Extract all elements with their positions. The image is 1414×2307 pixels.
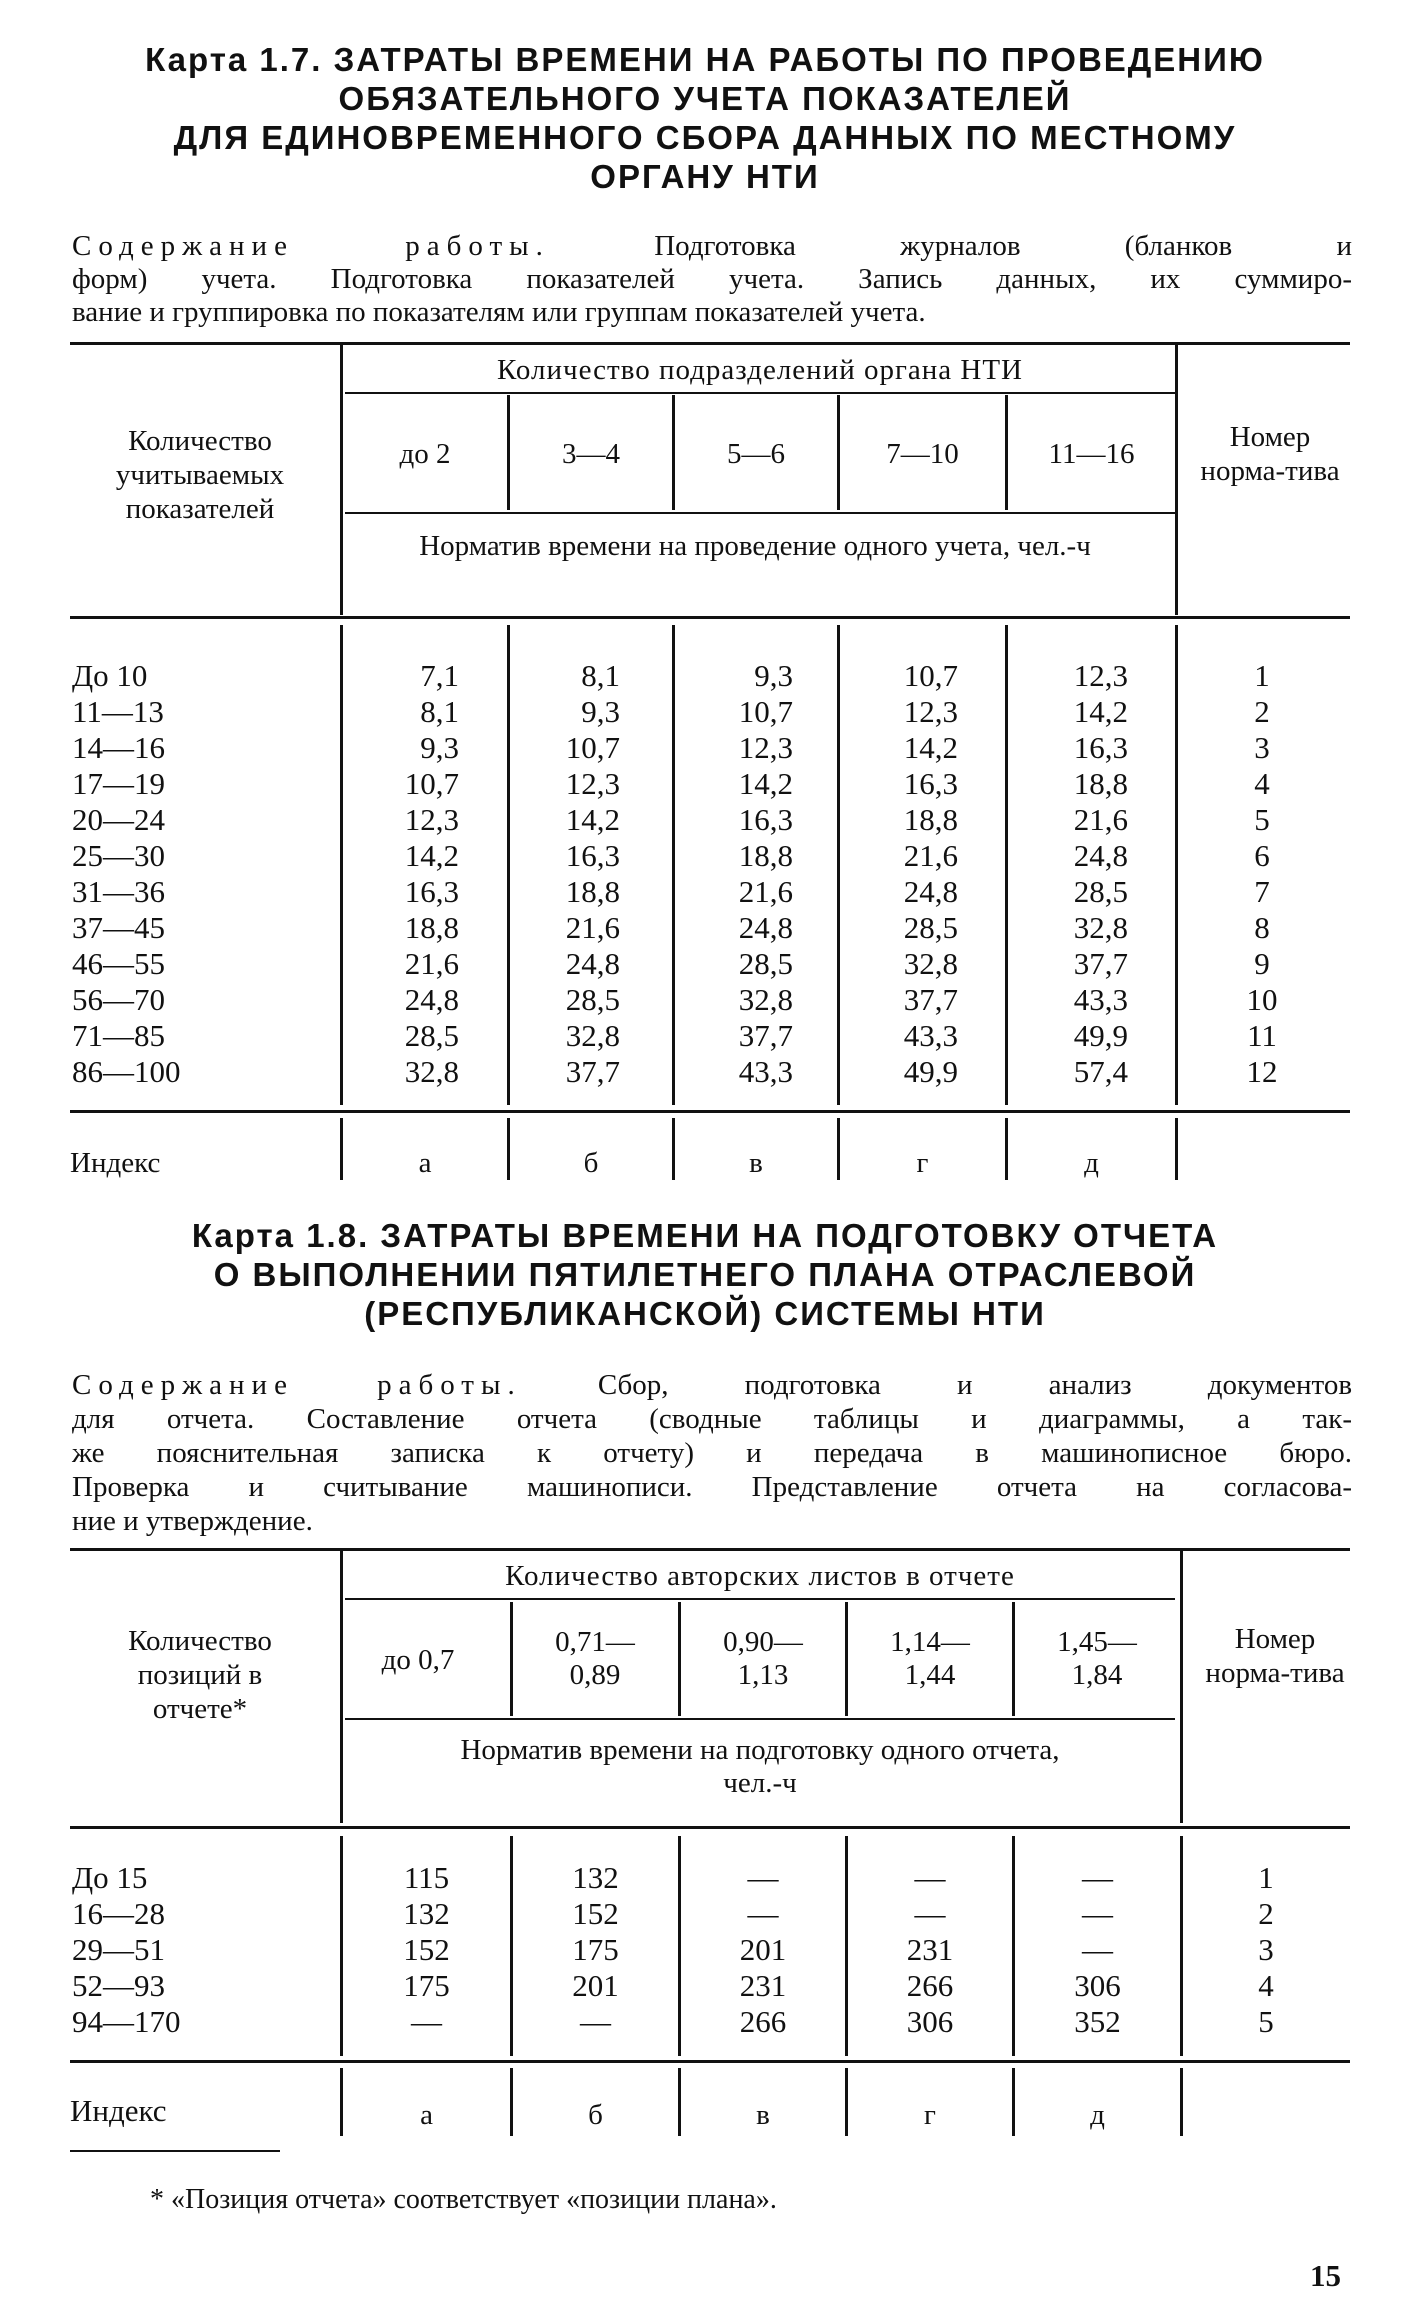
card2-table-cell: — xyxy=(747,1860,779,1895)
card1-norm-number: 5 xyxy=(1254,802,1270,837)
card1-table-cell: 21,6 xyxy=(1073,802,1128,837)
card1-row-label: До 10 xyxy=(72,658,148,693)
card1-table-cell: 49,9 xyxy=(903,1054,958,1089)
card2-table-cell: — xyxy=(411,2004,442,2039)
card2-col-header: до 0,7 xyxy=(381,1644,455,1676)
card1-table-cell: 16,3 xyxy=(565,838,620,873)
card1-table-cell: 32,8 xyxy=(1073,910,1128,945)
card1-table-cell: 7,1 xyxy=(420,658,459,693)
card1-table-cell: 28,5 xyxy=(565,982,620,1017)
card1-index-value: г xyxy=(916,1147,929,1179)
card2-content-line: для отчета. Составление отчета (сводные таблицы и диаграммы, а так- xyxy=(72,1403,1352,1435)
card1-table-cell: 12,3 xyxy=(404,802,459,837)
card1-content-line: форм) учета. Подготовка показателей учета. Запись данных, их суммиро- xyxy=(72,263,1352,295)
card1-row-label: 37—45 xyxy=(72,910,165,945)
card1-table-cell: 24,8 xyxy=(404,982,459,1017)
card2-subheader: Норматив времени на подготовку одного отчета, чел.-ч xyxy=(460,1734,1060,1799)
card2-title xyxy=(60,1216,1350,1333)
card1-table-cell: 18,8 xyxy=(565,874,620,909)
card1-table-cell: 14,2 xyxy=(565,802,620,837)
card2-table-cell: 266 xyxy=(906,1968,954,2003)
card1-col-header: 7—10 xyxy=(886,438,959,470)
card1-table-cell: 18,8 xyxy=(1073,766,1128,801)
card1-table-cell: 10,7 xyxy=(404,766,459,801)
card1-right-header: Номер норма-тива xyxy=(1200,421,1340,487)
card1-norm-number: 9 xyxy=(1254,946,1270,981)
card1-table-cell: 24,8 xyxy=(565,946,620,981)
card1-index-value: б xyxy=(583,1147,599,1179)
card2-table-cell: — xyxy=(580,2004,611,2039)
card1-title-line: ДЛЯ ЕДИНОВРЕМЕННОГО СБОРА ДАННЫХ ПО МЕСТНОМУ xyxy=(173,119,1237,156)
card2-norm-number: 1 xyxy=(1258,1860,1274,1895)
card1-content-line: вание и группировка по показателям или группам показателей учета. xyxy=(72,296,926,328)
card1-row-label: 17—19 xyxy=(72,766,165,801)
card1-norm-number: 6 xyxy=(1254,838,1270,873)
card1-norm-number: 12 xyxy=(1246,1054,1278,1089)
card2-table-cell: 152 xyxy=(403,1932,450,1967)
card1-table-cell: 28,5 xyxy=(1073,874,1128,909)
card2-table-cell: 132 xyxy=(572,1860,619,1895)
card2-title-line: Карта 1.8. ЗАТРАТЫ ВРЕМЕНИ НА ПОДГОТОВКУ ОТЧЕТА xyxy=(191,1217,1219,1254)
card2-table-cell: 231 xyxy=(739,1968,787,2003)
card1-table-cell: 32,8 xyxy=(903,946,958,981)
card1-table-cell: 24,8 xyxy=(1073,838,1128,873)
card1-content-label: Содержание работы. xyxy=(72,230,550,262)
card1-content-line: Содержание работы. Подготовка журналов (бланков и xyxy=(72,230,1352,262)
card2-table-cell: 201 xyxy=(739,1932,787,1967)
card1-table-cell: 24,8 xyxy=(738,910,793,945)
card1-norm-number: 10 xyxy=(1246,982,1278,1017)
card1-table-cell: 49,9 xyxy=(1073,1018,1128,1053)
card1-norm-number: 11 xyxy=(1247,1018,1277,1053)
card2-index-value: в xyxy=(756,2099,770,2131)
card1-table-cell: 21,6 xyxy=(404,946,459,981)
card2-table-cell: 175 xyxy=(572,1932,619,1967)
card2-right-header: Номер норма-тива xyxy=(1205,1623,1345,1689)
card1-left-header: Количество учитываемых показателей xyxy=(115,425,285,525)
card1-table-cell: 9,3 xyxy=(420,730,459,765)
card2-index-value: б xyxy=(588,2099,603,2131)
card2-left-header: Количество позиций в отчете* xyxy=(128,1625,272,1725)
card1-table-cell: 28,5 xyxy=(738,946,793,981)
card1-table-cell: 16,3 xyxy=(903,766,958,801)
page-number: 15 xyxy=(1310,2258,1341,2293)
card2-table-cell: 175 xyxy=(403,1968,450,2003)
card2-index-value: г xyxy=(924,2099,936,2131)
card1-table-cell: 9,3 xyxy=(581,694,620,729)
card2-content-line: ние и утверждение. xyxy=(72,1505,313,1537)
card1-table-cell: 18,8 xyxy=(738,838,793,873)
card1-table-cell: 14,2 xyxy=(404,838,459,873)
card2-table-cell: — xyxy=(914,1896,946,1931)
card1-norm-number: 7 xyxy=(1254,874,1270,909)
card2-table-cell: — xyxy=(1082,1860,1113,1895)
card1-row-label: 14—16 xyxy=(72,730,165,765)
card1-col-header: 3—4 xyxy=(562,438,620,470)
card1-row-label: 71—85 xyxy=(72,1018,165,1053)
card2-row-label: 29—51 xyxy=(72,1932,165,1967)
card1-table-cell: 8,1 xyxy=(581,658,620,693)
card1-subheader: Норматив времени на проведение одного учета, чел.-ч xyxy=(419,530,1091,562)
card2-content-line: Содержание работы. Сбор, подготовка и анализ документов xyxy=(72,1369,1353,1401)
card1-table-cell: 18,8 xyxy=(903,802,958,837)
card1-row-label: 46—55 xyxy=(72,946,165,981)
card2-table-cell: 306 xyxy=(906,2004,954,2039)
card1-table-cell: 8,1 xyxy=(420,694,459,729)
card1-table-cell: 43,3 xyxy=(903,1018,958,1053)
card2-norm-number: 3 xyxy=(1258,1932,1274,1967)
card2-table-cell: 306 xyxy=(1074,1968,1121,2003)
card1-table-cell: 16,3 xyxy=(1073,730,1128,765)
card2-content-line: же пояснительная записка к отчету) и передача в машинописное бюро. xyxy=(72,1437,1352,1469)
card1-table-cell: 43,3 xyxy=(1073,982,1128,1017)
card1-norm-number: 2 xyxy=(1254,694,1270,729)
card2-table-cell: 115 xyxy=(403,1860,450,1895)
card1-title-line: ОРГАНУ НТИ xyxy=(590,158,820,195)
card2-table-cell: 152 xyxy=(572,1896,619,1931)
card1-table-cell: 28,5 xyxy=(903,910,958,945)
card2-content-line: Проверка и считывание машинописи. Представление отчета на согласова- xyxy=(72,1471,1352,1503)
card1-table-cell: 12,3 xyxy=(565,766,620,801)
card1-table-cell: 37,7 xyxy=(738,1018,793,1053)
card1-table-cell: 10,7 xyxy=(565,730,620,765)
card1-table-cell: 57,4 xyxy=(1073,1054,1128,1089)
card1-row-label: 25—30 xyxy=(72,838,165,873)
card2-row-label: 16—28 xyxy=(72,1896,165,1931)
card1-table-cell: 21,6 xyxy=(903,838,958,873)
card1-row-label: 11—13 xyxy=(72,694,164,729)
card2-norm-number: 4 xyxy=(1258,1968,1274,2003)
card1-table-cell: 10,7 xyxy=(903,658,958,693)
footnote: * «Позиция отчета» соответствует «позиции плана». xyxy=(150,2184,777,2215)
card1-table-cell: 32,8 xyxy=(565,1018,620,1053)
card2-index-label: Индекс xyxy=(70,2093,167,2128)
card1-table-cell: 24,8 xyxy=(903,874,958,909)
card2-col-header: 0,90— 1,13 xyxy=(723,1626,803,1691)
card2-col-header: 1,45— 1,84 xyxy=(1057,1626,1137,1691)
card1-table-cell: 12,3 xyxy=(1073,658,1128,693)
card2-content-label: Содержание работы. xyxy=(72,1369,522,1401)
card1-table-cell: 9,3 xyxy=(754,658,793,693)
card2-group-header: Количество авторских листов в отчете xyxy=(505,1560,1015,1592)
card1-row-label: 56—70 xyxy=(72,982,165,1017)
card2-table-cell: 201 xyxy=(572,1968,619,2003)
card1-norm-number: 4 xyxy=(1254,766,1270,801)
card2-col-header: 1,14— 1,44 xyxy=(890,1626,970,1691)
card2-table-cell: — xyxy=(1082,1932,1113,1967)
card2-row-label: До 15 xyxy=(72,1860,148,1895)
card1-table-cell: 12,3 xyxy=(903,694,958,729)
card1-table-cell: 14,2 xyxy=(738,766,793,801)
card2-row-label: 94—170 xyxy=(72,2004,181,2039)
card1-table-cell: 14,2 xyxy=(903,730,958,765)
card2-index-value: а xyxy=(420,2099,433,2131)
card2-row-label: 52—93 xyxy=(72,1968,165,2003)
card1-index-label: Индекс xyxy=(70,1147,161,1179)
card2-norm-number: 2 xyxy=(1258,1896,1274,1931)
card1-norm-number: 3 xyxy=(1254,730,1270,765)
card1-table-cell: 16,3 xyxy=(404,874,459,909)
card1-table-cell: 28,5 xyxy=(404,1018,459,1053)
card1-row-label: 20—24 xyxy=(72,802,165,837)
card2-content xyxy=(72,1368,1352,1538)
card2-col-header: 0,71— 0,89 xyxy=(555,1626,635,1691)
card2-table-cell: 231 xyxy=(906,1932,954,1967)
card1-row-label: 31—36 xyxy=(72,874,165,909)
card1-title-line: ОБЯЗАТЕЛЬНОГО УЧЕТА ПОКАЗАТЕЛЕЙ xyxy=(338,80,1072,117)
card1-index-value: д xyxy=(1084,1147,1099,1179)
card1-norm-number: 1 xyxy=(1254,658,1270,693)
card1-table-cell: 37,7 xyxy=(1073,946,1128,981)
card1-table-cell: 43,3 xyxy=(738,1054,793,1089)
card1-table-cell: 32,8 xyxy=(404,1054,459,1089)
card1-col-header: до 2 xyxy=(399,438,451,470)
card1-table-cell: 18,8 xyxy=(404,910,459,945)
card1-content xyxy=(72,230,1352,329)
card1-index-value: в xyxy=(749,1147,763,1179)
card1-col-header: 11—16 xyxy=(1048,438,1135,470)
card1-table-cell: 12,3 xyxy=(738,730,793,765)
card1-table-cell: 16,3 xyxy=(738,802,793,837)
card1-table-cell: 21,6 xyxy=(738,874,793,909)
card1-table-cell: 10,7 xyxy=(738,694,793,729)
card2-table-cell: 266 xyxy=(739,2004,787,2039)
card2-table-cell: 132 xyxy=(403,1896,450,1931)
card1-table-cell: 37,7 xyxy=(903,982,958,1017)
card1-row-label: 86—100 xyxy=(72,1054,181,1089)
card1-table-cell: 21,6 xyxy=(565,910,620,945)
card1-norm-number: 8 xyxy=(1254,910,1270,945)
card1-table-cell: 32,8 xyxy=(738,982,793,1017)
card2-table-cell: 352 xyxy=(1074,2004,1121,2039)
card1-title-line: Карта 1.7. ЗАТРАТЫ ВРЕМЕНИ НА РАБОТЫ ПО ПРОВЕДЕНИЮ xyxy=(145,41,1265,78)
card2-index-value: д xyxy=(1090,2099,1105,2131)
card2-table-cell: — xyxy=(747,1896,779,1931)
card1-table-cell: 37,7 xyxy=(565,1054,620,1089)
card2-table-cell: — xyxy=(1082,1896,1113,1931)
card2-norm-number: 5 xyxy=(1258,2004,1274,2039)
card1-title xyxy=(60,40,1350,196)
card2-title-line: (РЕСПУБЛИКАНСКОЙ) СИСТЕМЫ НТИ xyxy=(364,1295,1046,1332)
card1-index-value: а xyxy=(418,1147,432,1179)
card2-title-line: О ВЫПОЛНЕНИИ ПЯТИЛЕТНЕГО ПЛАНА ОТРАСЛЕВОЙ xyxy=(213,1256,1197,1293)
card2-table-cell: — xyxy=(914,1860,946,1895)
card1-table-cell: 14,2 xyxy=(1073,694,1128,729)
card1-col-header: 5—6 xyxy=(727,438,785,470)
card1-group-header: Количество подразделений органа НТИ xyxy=(496,354,1023,386)
